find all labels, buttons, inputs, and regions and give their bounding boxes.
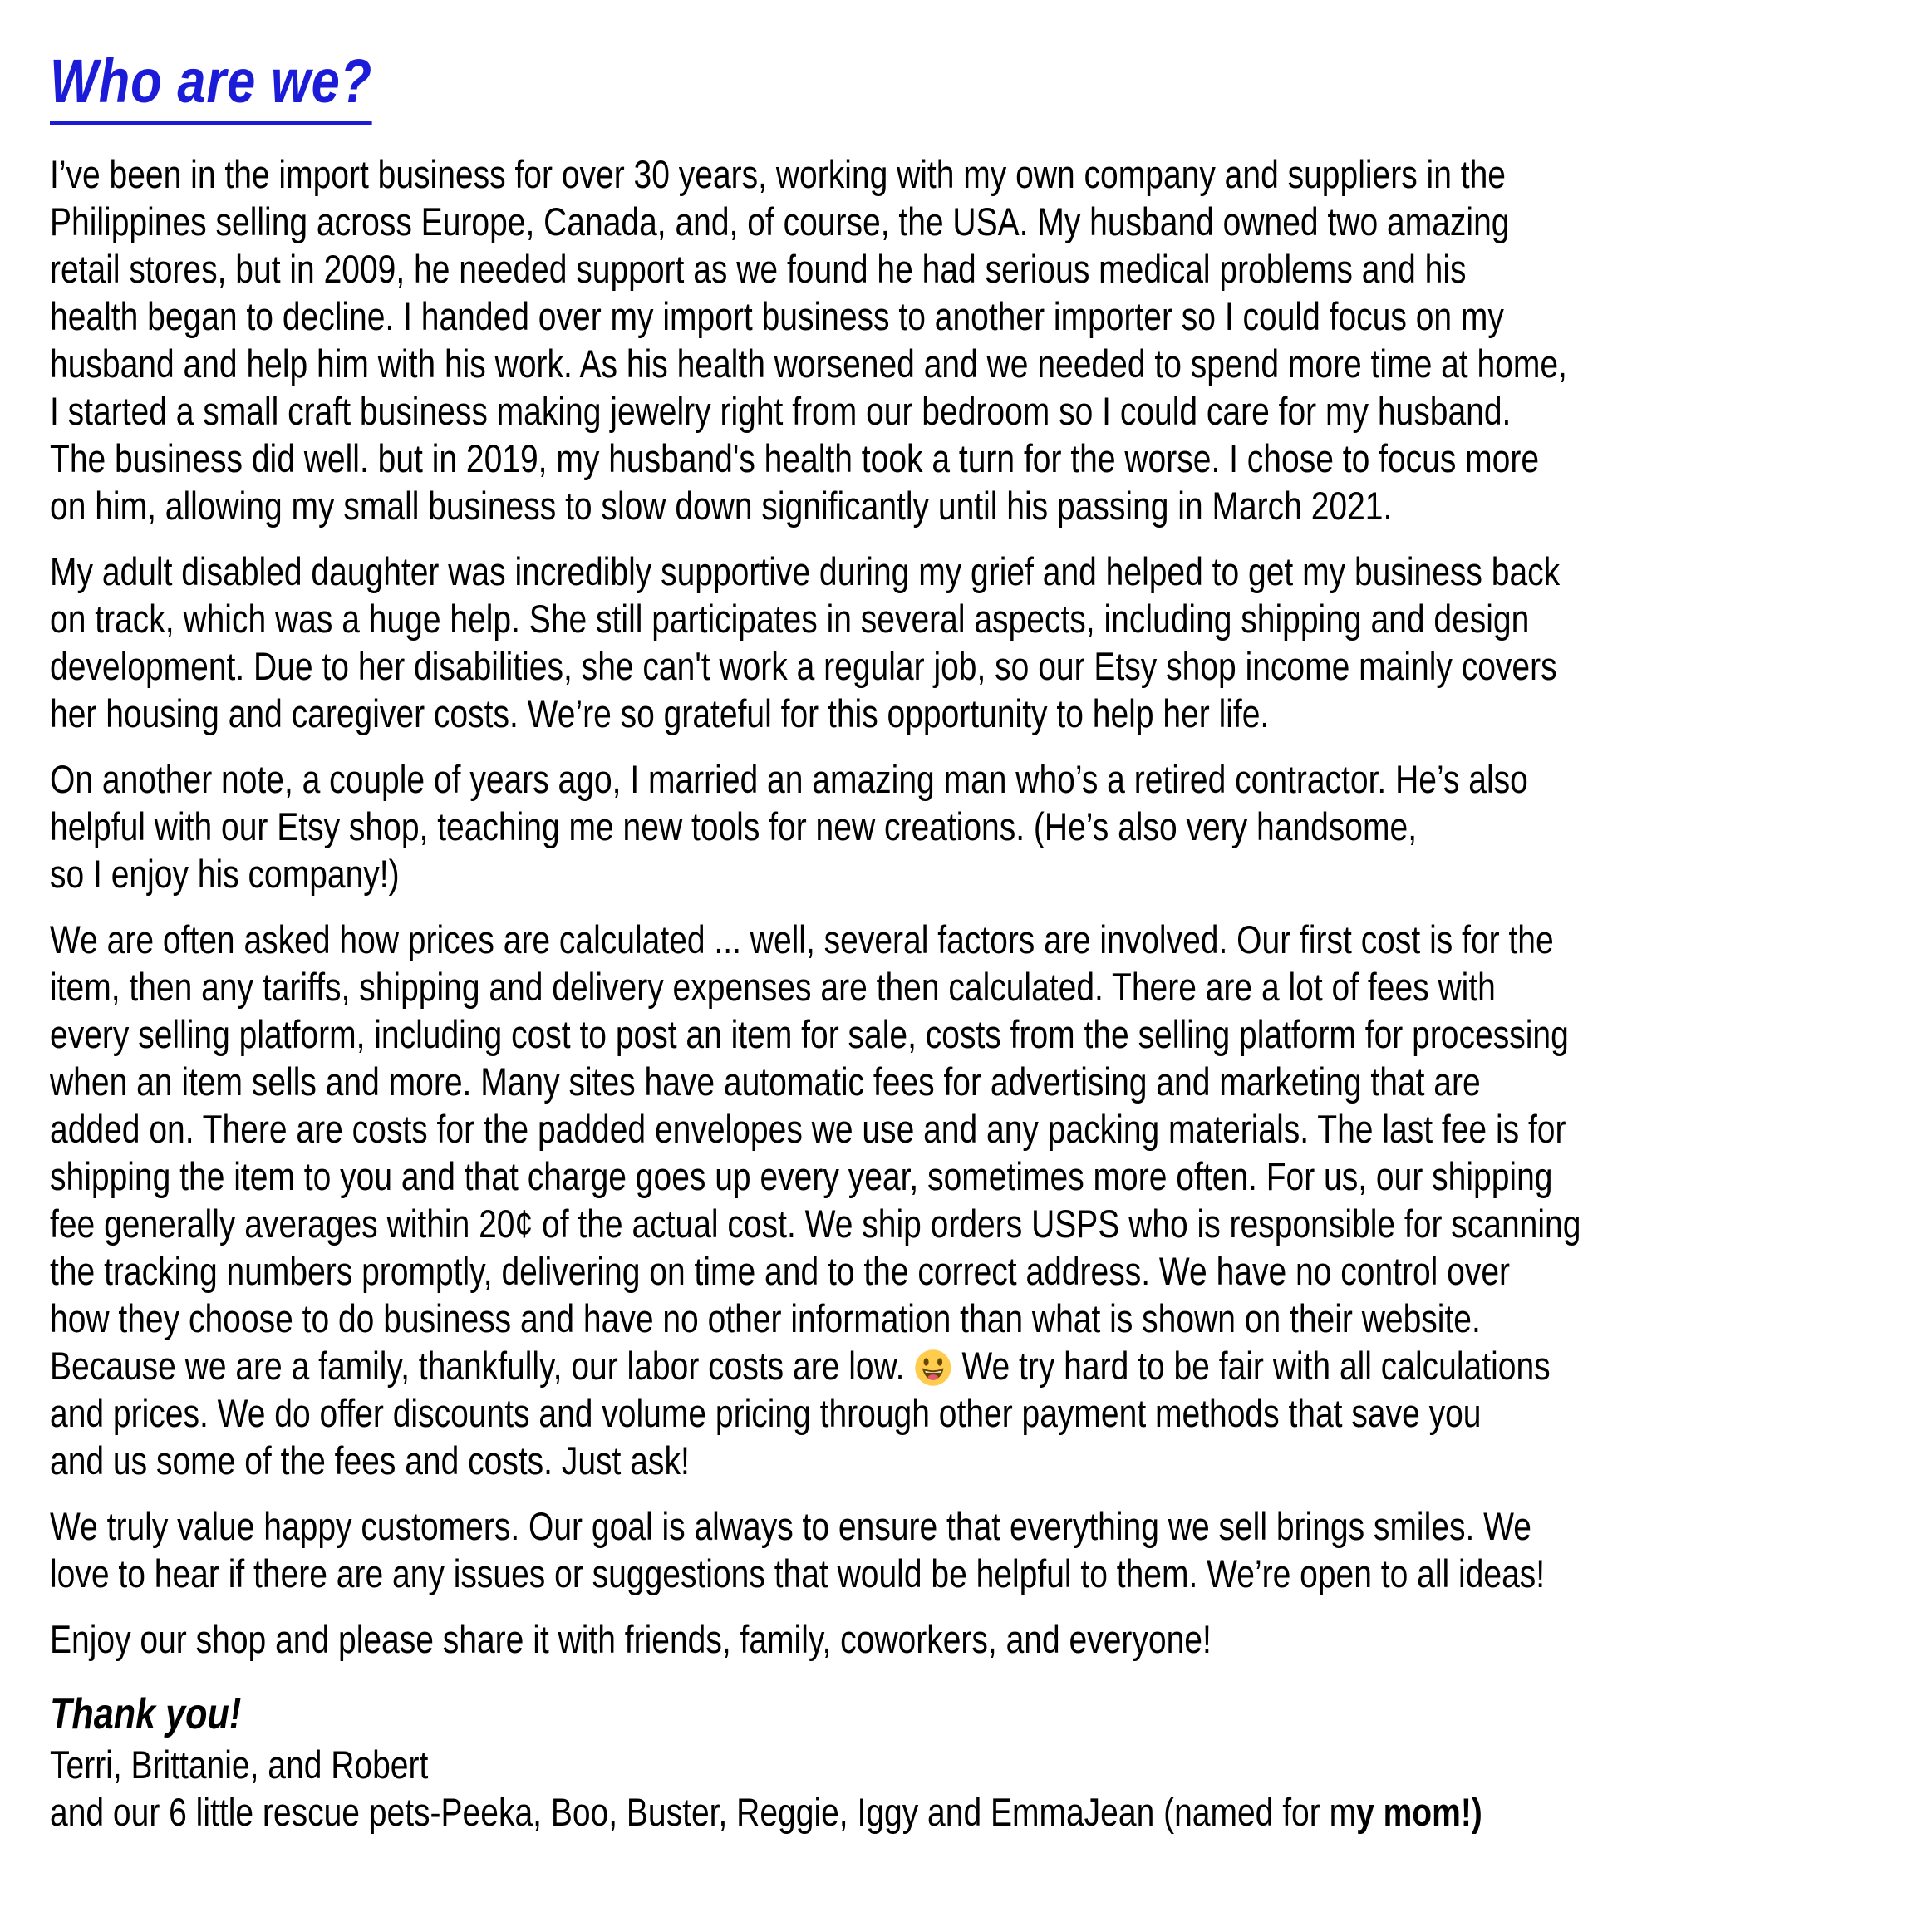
paragraph-customers [50,1502,1926,1597]
text-line: shipping the item to you and that charge goes up every year, sometimes more often. For us, our shipping [50,1154,1553,1198]
text-line: item, then any tariffs, shipping and delivery expenses are then calculated. There are a lot of fees with [50,965,1496,1009]
text-line: her housing and caregiver costs. We’re so grateful for this opportunity to help her life. [50,691,1270,735]
text-segment: Because we are a family, thankfully, our labor costs are low. [50,1344,905,1388]
text-line: the tracking numbers promptly, delivering on time and to the correct address. We have no control over [50,1249,1511,1293]
text-line: helpful with our Etsy shop, teaching me new tools for new creations. (He’s also very handsome, [50,804,1418,848]
paragraph-daughter [50,548,1926,737]
text-line: development. Due to her disabilities, she can't work a regular job, so our Etsy shop income mainly covers [50,644,1557,688]
grinning-face-emoji [914,1349,952,1387]
names-line: Terri, Brittanie, and Robert [50,1743,429,1787]
pets-line [50,1788,1926,1836]
text-line: Enjoy our shop and please share it with friends, family, coworkers, and everyone! [50,1617,1212,1661]
text-line: On another note, a couple of years ago, I married an amazing man who’s a retired contractor. He’s also [50,757,1528,801]
text-line: love to hear if there are any issues or suggestions that would be helpful to them. We’re open to all ideas! [50,1551,1546,1595]
text-line: on him, allowing my small business to slow down significantly until his passing in March 2021. [50,484,1393,528]
text-line: and prices. We do offer discounts and volume pricing through other payment methods that save you [50,1391,1482,1435]
text-line: on track, which was a huge help. She still participates in several aspects, including shipping and design [50,597,1530,641]
content-column [50,48,1926,1836]
text-segment: We try hard to be fair with all calculations [961,1344,1551,1388]
text-line: health began to decline. I handed over my import business to another importer so I could focus on my [50,294,1504,338]
text-line: Philippines selling across Europe, Canada, and, of course, the USA. My husband owned two amazing [50,199,1510,243]
text-line: I’ve been in the import business for over 30 years, working with my own company and suppliers in the [50,152,1506,196]
text-line: added on. There are costs for the padded envelopes we use and any packing materials. The last fee is for [50,1107,1566,1151]
text-line: The business did well. but in 2019, my husband's health took a turn for the worse. I chose to focus more [50,436,1540,480]
page-title: Who are we? [50,48,372,125]
text-line: fee generally averages within 20¢ of the actual cost. We ship orders USPS who is responsible for scanning [50,1202,1581,1246]
text-line: We are often asked how prices are calculated ... well, several factors are involved. Our first cost is for the [50,917,1554,961]
text-line: and us some of the fees and costs. Just ask! [50,1438,690,1482]
text-line: how they choose to do business and have no other information than what is shown on their website. [50,1296,1481,1340]
text-line: retail stores, but in 2009, he needed support as we found he had serious medical problems and his [50,247,1467,291]
paragraph-enjoy [50,1615,1926,1663]
text-line: I started a small craft business making jewelry right from our bedroom so I could care for my husband. [50,389,1512,433]
bold-text-segment: y mom!) [1356,1790,1482,1834]
text-segment: and our 6 little rescue pets-Peeka, Boo, Buster, Reggie, Iggy and EmmaJean (named for m [50,1790,1357,1834]
text-line: every selling platform, including cost to post an item for sale, costs from the selling platform for processing [50,1012,1569,1056]
text-line-with-emoji [50,1342,1926,1389]
text-line: so I enjoy his company!) [50,852,400,896]
paragraph-pricing [50,916,1926,1484]
signature-block [50,1688,1926,1836]
text-line: when an item sells and more. Many sites have automatic fees for advertising and marketing that are [50,1059,1481,1104]
text-line: My adult disabled daughter was incredibly supportive during my grief and helped to get my business back [50,549,1561,593]
text-line: We truly value happy customers. Our goal is always to ensure that everything we sell brings smiles. We [50,1504,1531,1548]
paragraph-husband [50,755,1926,897]
paragraph-intro [50,150,1926,529]
thank-you-line: Thank you! [50,1690,242,1738]
text-line: husband and help him with his work. As his health worsened and we needed to spend more time at home, [50,342,1567,386]
